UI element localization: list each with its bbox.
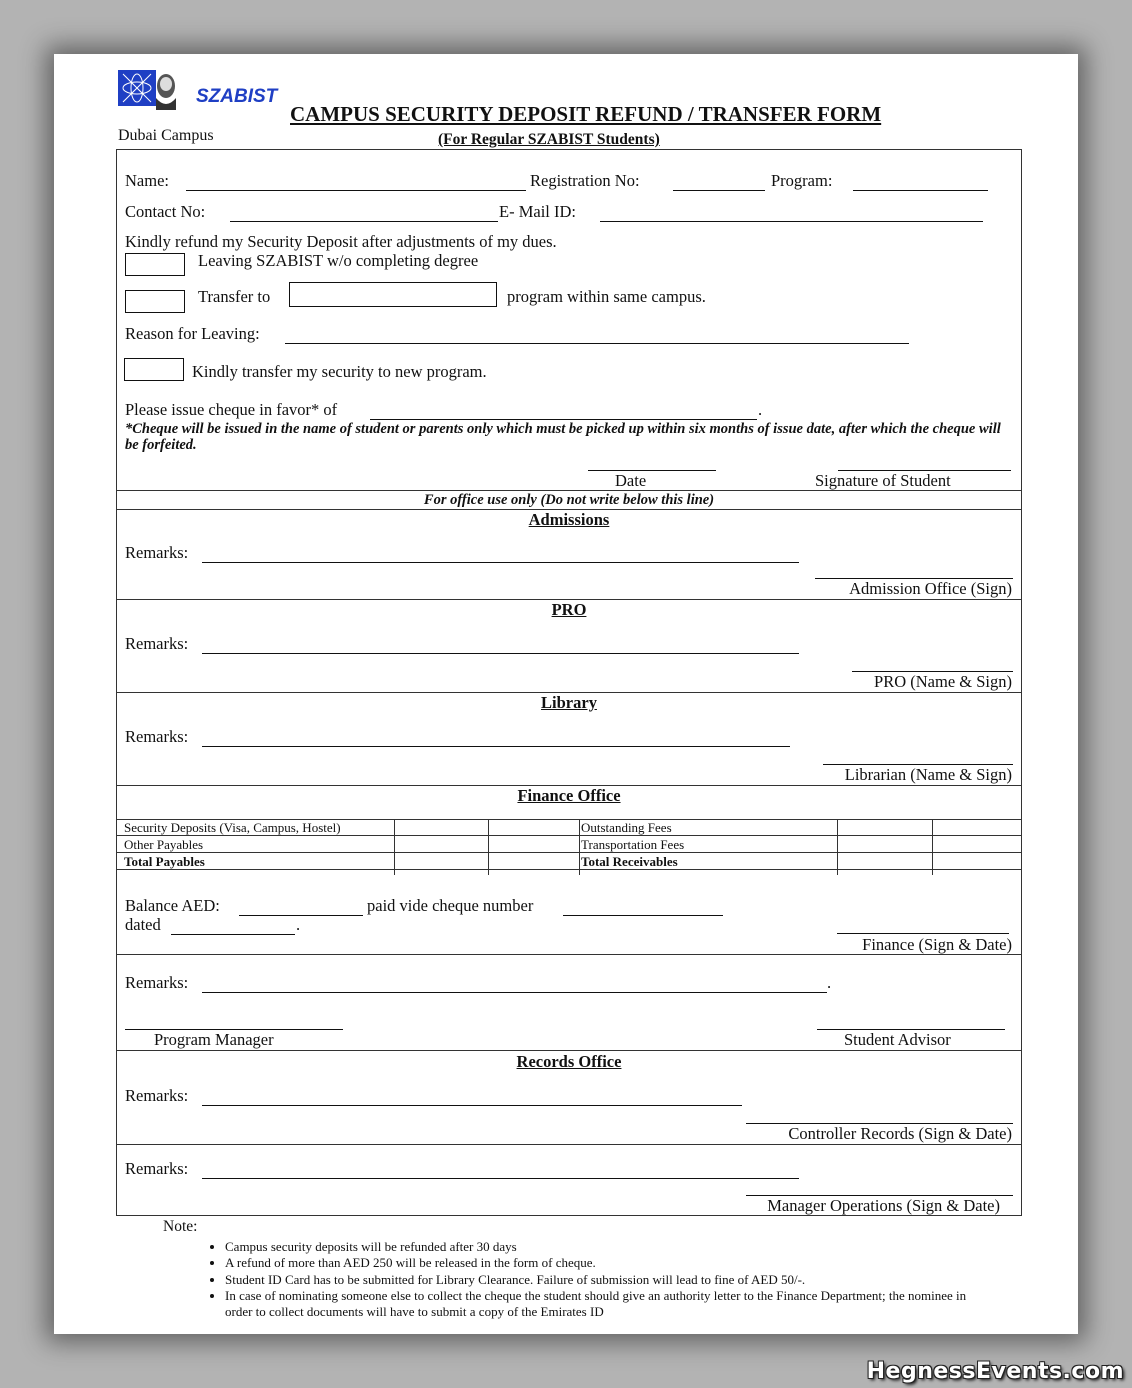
transfer-program-input[interactable] bbox=[289, 282, 497, 307]
szabist-logo bbox=[118, 68, 278, 110]
table-row-label: Other Payables bbox=[124, 837, 204, 852]
admissions-heading: Admissions bbox=[528, 510, 610, 529]
operations-sign-label: Manager Operations (Sign & Date) bbox=[767, 1196, 1000, 1215]
pro-sign-label: PRO (Name & Sign) bbox=[874, 672, 1012, 691]
name-label: Name: bbox=[125, 171, 169, 190]
balance-label: Balance AED: bbox=[125, 896, 220, 915]
transfer-security-label: Kindly transfer my security to new program. bbox=[192, 362, 487, 381]
contact-field[interactable] bbox=[230, 221, 498, 222]
finance-table bbox=[116, 819, 1022, 876]
list-item: • Campus security deposits will be refunded after 30 days bbox=[225, 1239, 985, 1255]
dated-field[interactable] bbox=[171, 934, 295, 935]
date-label: Date bbox=[615, 471, 647, 490]
table-row-label: Total Receivables bbox=[581, 854, 678, 869]
admissions-remarks-field[interactable] bbox=[202, 562, 799, 563]
pro-remarks-field[interactable] bbox=[202, 653, 799, 654]
email-field[interactable] bbox=[600, 221, 983, 222]
library-heading: Library bbox=[541, 693, 597, 712]
cheque-label: Please issue cheque in favor* of bbox=[125, 400, 338, 419]
list-item: • Student ID Card has to be submitted for Library Clearance. Failure of submission will lead to fine of AED 50/-. bbox=[225, 1272, 985, 1288]
finance-table-col4 bbox=[837, 819, 838, 875]
cheque-name-field[interactable] bbox=[370, 419, 757, 420]
site-watermark: HegnessEvents.com bbox=[866, 1359, 1124, 1384]
contact-label: Contact No: bbox=[125, 202, 206, 221]
cheque-note: *Cheque will be issued in the name of student or parents only which must be picked up within six months of issue date, after which the cheque will be forfeited. bbox=[125, 421, 1001, 453]
pro-heading: PRO bbox=[551, 600, 587, 619]
list-item: • A refund of more than AED 250 will be released in the form of cheque. bbox=[225, 1255, 985, 1271]
finance-table-row2 bbox=[116, 852, 1022, 853]
registration-label: Registration No: bbox=[530, 171, 640, 190]
table-row-label: Security Deposits (Visa, Campus, Hostel) bbox=[124, 820, 341, 835]
finance-table-col5 bbox=[932, 819, 933, 875]
records-remarks-field[interactable] bbox=[202, 1105, 742, 1106]
finance-table-col1 bbox=[394, 819, 395, 875]
reason-field[interactable] bbox=[285, 343, 909, 344]
leaving-checkbox[interactable] bbox=[125, 253, 185, 276]
controller-sign-label: Controller Records (Sign & Date) bbox=[788, 1124, 1012, 1143]
finance-sign-field[interactable] bbox=[837, 933, 1009, 934]
table-row-label: Transportation Fees bbox=[581, 837, 685, 852]
dated-end: . bbox=[296, 915, 301, 934]
transfer-label: Transfer to bbox=[198, 287, 271, 306]
library-sign-label: Librarian (Name & Sign) bbox=[844, 765, 1012, 784]
table-row-label: Outstanding Fees bbox=[581, 820, 672, 835]
finance-sign-label: Finance (Sign & Date) bbox=[862, 935, 1012, 954]
library-remarks-field[interactable] bbox=[202, 746, 790, 747]
finance-table-col2 bbox=[488, 819, 489, 875]
balance-field[interactable] bbox=[239, 915, 363, 916]
note-label: Note: bbox=[163, 1218, 198, 1235]
transfer-checkbox[interactable] bbox=[125, 290, 185, 313]
form-subtitle: (For Regular SZABIST Students) bbox=[438, 131, 660, 148]
leaving-label: Leaving SZABIST w/o completing degree bbox=[198, 251, 479, 270]
registration-field[interactable] bbox=[673, 190, 765, 191]
table-row-label: Total Payables bbox=[124, 854, 205, 869]
logo-emblem-icon bbox=[118, 68, 178, 110]
finance-table-row3 bbox=[116, 869, 1022, 870]
records-heading: Records Office bbox=[516, 1052, 622, 1071]
transfer-security-checkbox[interactable] bbox=[124, 358, 184, 381]
admissions-remarks-label: Remarks: bbox=[125, 543, 189, 562]
finance-table-row1 bbox=[116, 835, 1022, 836]
date-field[interactable] bbox=[588, 470, 716, 471]
form-title: CAMPUS SECURITY DEPOSIT REFUND / TRANSFER FORM bbox=[290, 102, 882, 126]
cheque-number-field[interactable] bbox=[563, 915, 723, 916]
list-item: • In case of nominating someone else to collect the cheque the student should give an authority letter to the Finance Department; the nominee in order to collect documents will have to submit a copy of the Emirates ID bbox=[225, 1288, 985, 1321]
logo-text: SZABIST bbox=[196, 86, 278, 107]
pm-remarks-label: Remarks: bbox=[125, 973, 189, 992]
pm-remarks-field[interactable] bbox=[202, 992, 827, 993]
note-list bbox=[225, 1239, 985, 1320]
form-sheet bbox=[54, 54, 1078, 1334]
cheque-number-label: paid vide cheque number bbox=[367, 896, 534, 915]
pro-remarks-label: Remarks: bbox=[125, 634, 189, 653]
reason-label: Reason for Leaving: bbox=[125, 324, 260, 343]
finance-heading: Finance Office bbox=[517, 786, 621, 805]
office-use-notice: For office use only (Do not write below this line) bbox=[423, 492, 715, 508]
operations-remarks-label: Remarks: bbox=[125, 1159, 189, 1178]
pm-divider bbox=[116, 1050, 1022, 1051]
admissions-sign-label: Admission Office (Sign) bbox=[849, 579, 1012, 598]
operations-remarks-field[interactable] bbox=[202, 1178, 799, 1179]
student-advisor-label: Student Advisor bbox=[844, 1030, 951, 1049]
email-label: E- Mail ID: bbox=[499, 202, 576, 221]
records-remarks-label: Remarks: bbox=[125, 1086, 189, 1105]
name-field[interactable] bbox=[186, 190, 526, 191]
transfer-suffix-label: program within same campus. bbox=[507, 287, 706, 306]
office-divider-top bbox=[116, 490, 1022, 491]
program-field[interactable] bbox=[853, 190, 988, 191]
frame-bottom bbox=[116, 1215, 1022, 1216]
cheque-line-end: . bbox=[758, 400, 763, 419]
program-manager-label: Program Manager bbox=[154, 1030, 274, 1049]
finance-divider bbox=[116, 954, 1022, 955]
pm-remarks-end: . bbox=[827, 973, 832, 992]
records-divider bbox=[116, 1144, 1022, 1145]
campus-name: Dubai Campus bbox=[118, 127, 214, 144]
library-remarks-label: Remarks: bbox=[125, 727, 189, 746]
program-label: Program: bbox=[771, 171, 833, 190]
dated-label: dated bbox=[125, 915, 161, 934]
finance-table-col3 bbox=[579, 819, 580, 875]
student-signature-label: Signature of Student bbox=[815, 471, 951, 490]
refund-text: Kindly refund my Security Deposit after adjustments of my dues. bbox=[125, 232, 557, 251]
frame-top bbox=[116, 149, 1022, 150]
